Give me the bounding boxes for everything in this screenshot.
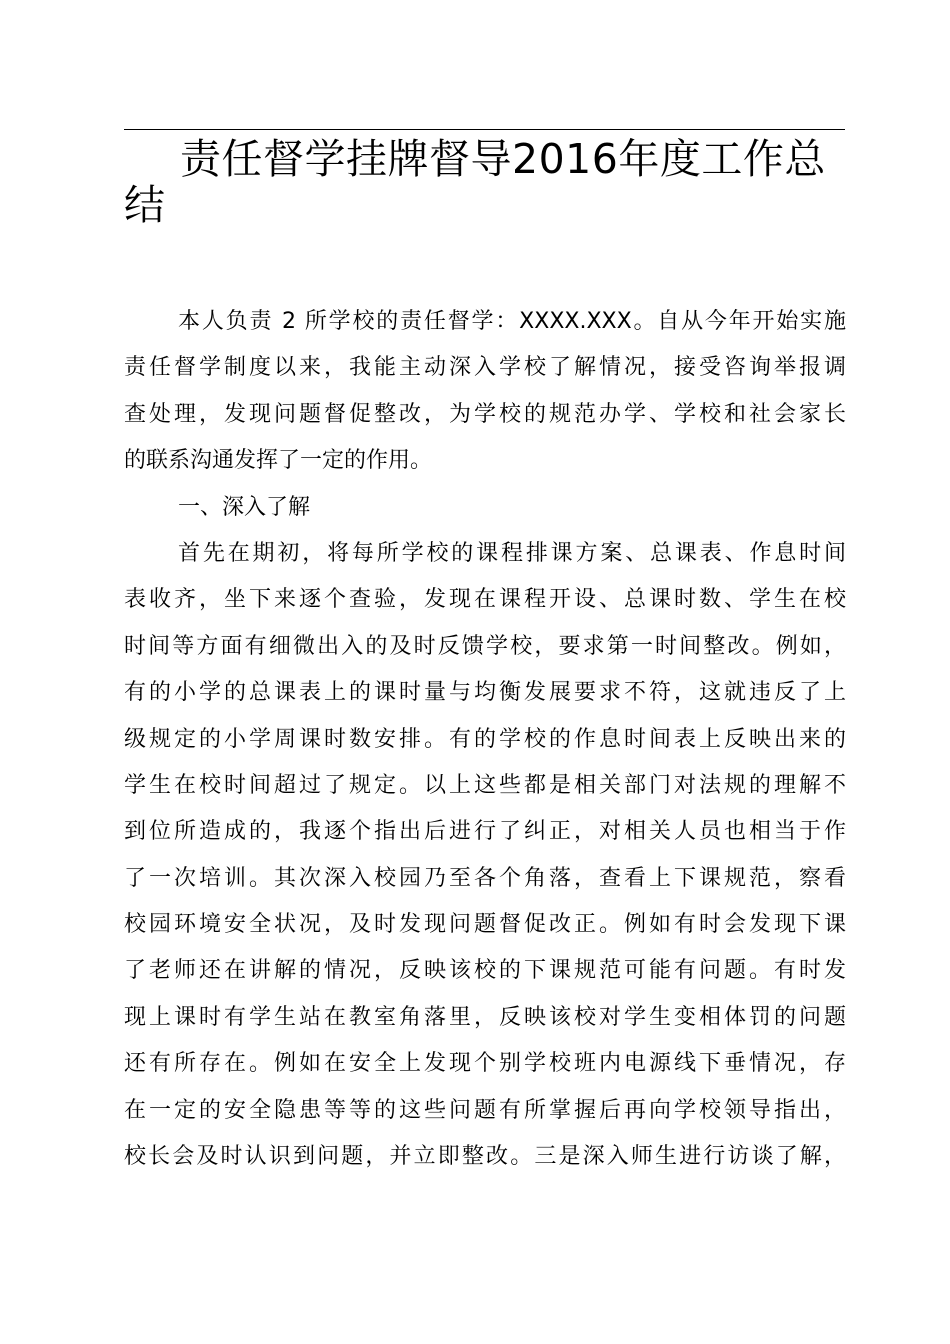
body-line: 时间等方面有细微出入的及时反馈学校，要求第一时间整改。例如， [124, 633, 846, 659]
body-line: 在一定的安全隐患等等的这些问题有所掌握后再向学校领导指出， [124, 1097, 846, 1123]
top-rule [124, 129, 845, 130]
body-line: 到位所造成的，我逐个指出后进行了纠正，对相关人员也相当于作 [124, 819, 846, 845]
body-line: 的联系沟通发挥了一定的作用。 [124, 448, 433, 474]
body-line: 查处理，发现问题督促整改，为学校的规范办学、学校和社会家长 [124, 401, 846, 427]
body-line: 本人负责 2 所学校的责任督学：XXXX.XXX。自从今年开始实施 [178, 309, 846, 334]
body-line: 还有所存在。例如在安全上发现个别学校班内电源线下垂情况，存 [124, 1051, 846, 1077]
body-line: 一、深入了解 [178, 494, 311, 520]
body-line: 有的小学的总课表上的课时量与均衡发展要求不符，这就违反了上 [124, 680, 846, 706]
body-line: 首先在期初，将每所学校的课程排课方案、总课表、作息时间 [178, 540, 846, 566]
body-line: 了一次培训。其次深入校园乃至各个角落，查看上下课规范，察看 [124, 865, 846, 891]
document-title: 责任督学挂牌督导2016年度工作总结 [124, 135, 826, 229]
body-line: 级规定的小学周课时数安排。有的学校的作息时间表上反映出来的 [124, 726, 846, 752]
document-body [124, 299, 846, 1180]
body-line: 责任督学制度以来，我能主动深入学校了解情况，接受咨询举报调 [124, 355, 846, 381]
body-line: 表收齐，坐下来逐个查验，发现在课程开设、总课时数、学生在校 [124, 587, 846, 613]
body-line: 校长会及时认识到问题，并立即整改。三是深入师生进行访谈了解， [124, 1144, 846, 1170]
body-line: 校园环境安全状况，及时发现问题督促改正。例如有时会发现下课 [124, 912, 846, 938]
body-line: 现上课时有学生站在教室角落里，反映该校对学生变相体罚的问题 [124, 1004, 846, 1030]
body-line: 了老师还在讲解的情况，反映该校的下课规范可能有问题。有时发 [124, 958, 846, 984]
body-line: 学生在校时间超过了规定。以上这些都是相关部门对法规的理解不 [124, 772, 846, 798]
